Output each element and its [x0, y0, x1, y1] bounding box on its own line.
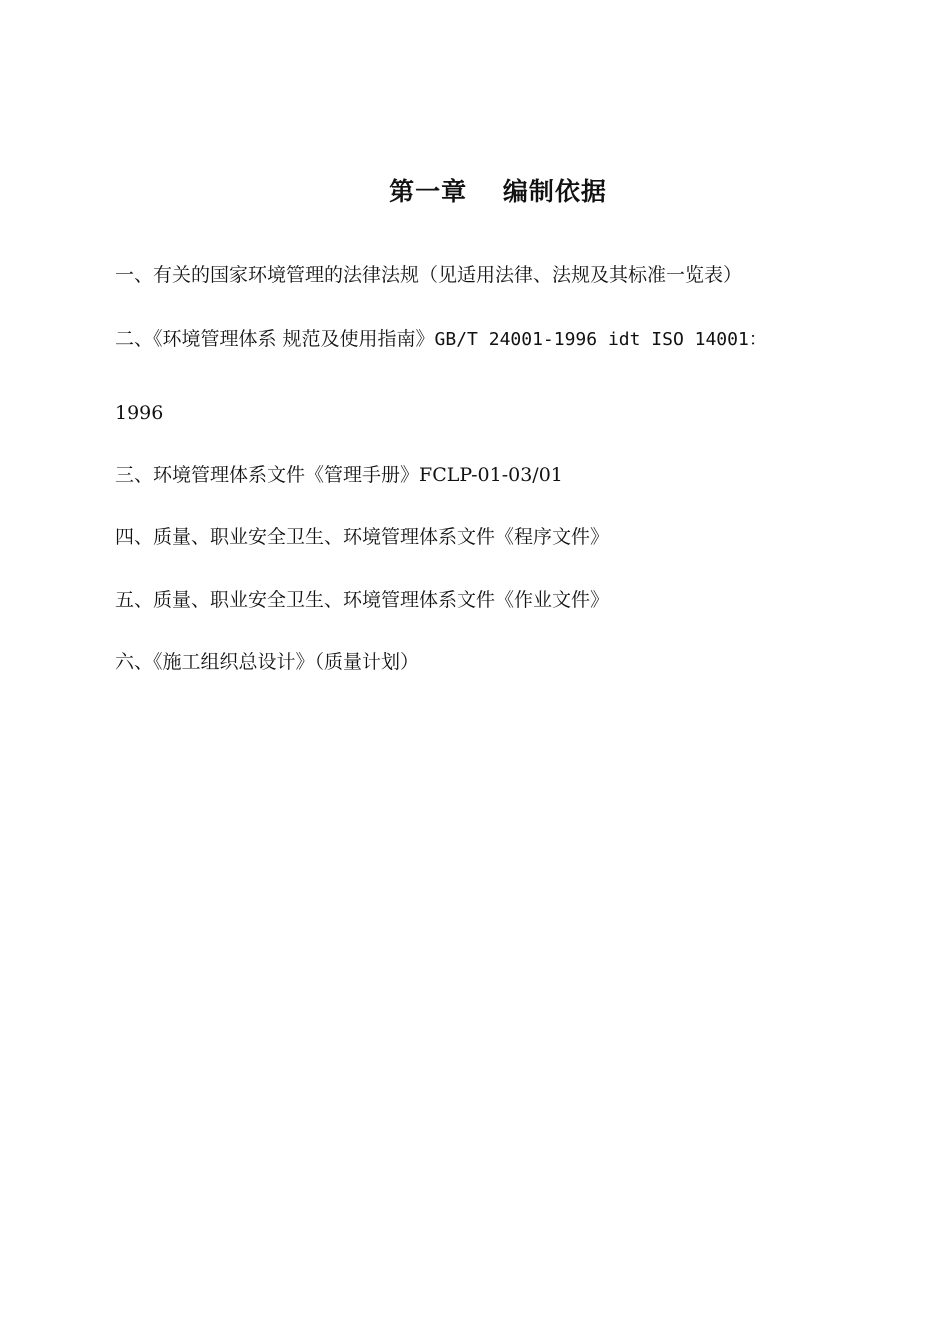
basis-item-3-prefix: 三、环境管理体系文件《管理手册》 — [115, 464, 420, 486]
basis-item-3-code: FCLP-01-03/01 — [419, 464, 563, 486]
basis-item-3 — [115, 462, 563, 488]
basis-item-2-prefix: 二、《环境管理体系 规范及使用指南》 — [115, 328, 435, 350]
basis-item-6: 六、《施工组织总设计》（质量计划） — [115, 651, 420, 673]
chapter-title: 第一章 编制依据 — [389, 177, 607, 206]
basis-item-1: 一、有关的国家环境管理的法律法规（见适用法律、法规及其标准一览表） — [115, 264, 743, 286]
basis-item-2-code: GB/T 24001-1996 idt ISO 14001： — [434, 329, 767, 350]
basis-item-2 — [115, 326, 767, 353]
basis-item-4: 四、质量、职业安全卫生、环境管理体系文件《程序文件》 — [115, 526, 610, 548]
basis-item-5: 五、质量、职业安全卫生、环境管理体系文件《作业文件》 — [115, 589, 610, 611]
basis-item-2-continuation: 1996 — [115, 402, 164, 424]
